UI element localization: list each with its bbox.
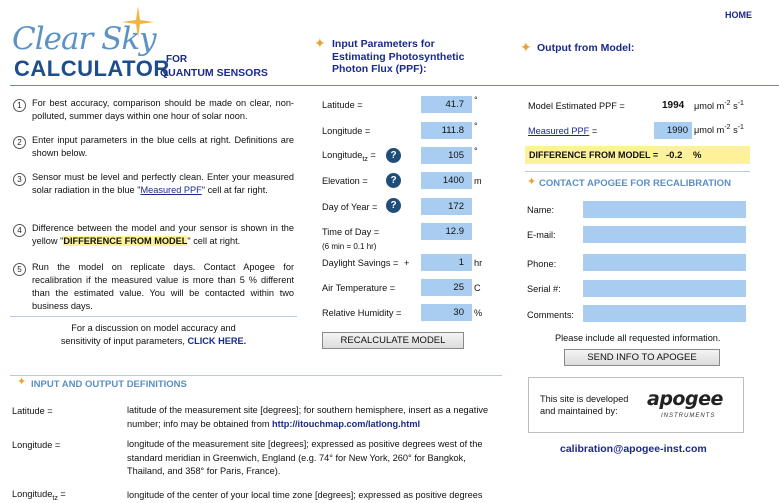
- instruction-5: Run the model on replicate days. Contact Apogee for recalibration if the measured value is more than 5 % different than the estimated value. You will be contacted within two business days.: [32, 262, 294, 311]
- time-of-day-label: Time of Day =: [322, 227, 380, 237]
- elevation-unit: m: [474, 176, 482, 186]
- logo[interactable]: [12, 14, 170, 81]
- recalculate-button[interactable]: RECALCULATE MODEL: [322, 332, 464, 349]
- longitude-label: Longitude =: [322, 126, 371, 136]
- contact-heading: CONTACT APOGEE FOR RECALIBRATION: [539, 178, 731, 189]
- def-latitude-term: Latitude =: [12, 406, 53, 416]
- relative-humidity-label: Relative Humidity =: [322, 308, 402, 318]
- step-number-1: 1: [13, 99, 26, 112]
- measured-ppf-label: Measured PPF =: [528, 126, 598, 136]
- calibration-email-link[interactable]: calibration@apogee-inst.com: [560, 443, 707, 455]
- measured-ppf-unit: μmol $m^{-2}$ $s^{-1}$: [694, 124, 744, 136]
- daylight-savings-input[interactable]: 1: [421, 254, 472, 271]
- latitude-label: Latitude =: [322, 100, 363, 110]
- def-longitude-term: Longitude =: [12, 440, 61, 450]
- comments-label: Comments:: [527, 310, 574, 320]
- measured-ppf-link[interactable]: Measured PPF: [140, 185, 202, 195]
- contact-note: Please include all requested information.: [555, 333, 721, 343]
- serial-field[interactable]: [583, 280, 746, 297]
- help-icon[interactable]: ?: [386, 198, 401, 213]
- elevation-label: Elevation =: [322, 176, 368, 186]
- model-ppf-unit: μmol $m^{-2}$ $s^{-1}$: [694, 100, 744, 112]
- for-label: FOR: [166, 54, 188, 65]
- air-temperature-label: Air Temperature =: [322, 283, 396, 293]
- click-here-link[interactable]: CLICK HERE.: [187, 336, 247, 346]
- difference-label: DIFFERENCE FROM MODEL =: [529, 150, 659, 160]
- def-longitude-tz-text: longitude of the center of your local time zone [degrees]; expressed as positive degrees: [127, 490, 483, 500]
- name-label: Name:: [527, 205, 555, 215]
- def-longitude-tz-term: Longitude$_{tz}$ =: [12, 489, 66, 502]
- itouchmap-link[interactable]: http://itouchmap.com/latlong.html: [272, 418, 421, 429]
- definitions-heading: INPUT AND OUTPUT DEFINITIONS: [31, 379, 187, 390]
- daylight-savings-unit: hr: [474, 258, 483, 268]
- step-number-2: 2: [13, 136, 26, 149]
- help-icon[interactable]: ?: [386, 173, 401, 188]
- star-icon: ✦: [17, 376, 27, 388]
- apogee-wordmark: apogee: [647, 388, 723, 410]
- star-icon: ✦: [527, 176, 537, 188]
- help-icon[interactable]: ?: [386, 148, 401, 163]
- relative-humidity-input[interactable]: 30: [421, 304, 472, 321]
- output-heading: Output from Model:: [537, 42, 635, 54]
- latitude-input[interactable]: 41.7: [421, 96, 472, 113]
- step-number-5: 5: [13, 263, 26, 276]
- instruction-4: Difference between the model and your sensor is shown in the yellow "DIFFERENCE FROM MODEL" cell at right.: [32, 223, 294, 246]
- email-field[interactable]: [583, 226, 746, 243]
- header-divider: [10, 85, 779, 86]
- elevation-input[interactable]: 1400: [421, 172, 472, 189]
- instruction-1: For best accuracy, comparison should be made on clear, non-polluted, summer days within one hour of solar noon.: [32, 98, 294, 121]
- time-of-day-input[interactable]: 12.9: [421, 223, 472, 240]
- measured-ppf-label-link[interactable]: Measured PPF: [528, 126, 590, 136]
- definitions-divider: [10, 375, 502, 376]
- day-of-year-label: Day of Year =: [322, 202, 378, 212]
- model-ppf-value: 1994: [662, 100, 685, 111]
- send-info-button[interactable]: SEND INFO TO APOGEE: [564, 349, 720, 366]
- longitude-unit: °: [474, 121, 478, 131]
- day-of-year-input[interactable]: 172: [421, 198, 472, 215]
- discussion-text: For a discussion on model accuracy and sensitivity of input parameters, CLICK HERE.: [60, 323, 247, 346]
- phone-label: Phone:: [527, 259, 557, 269]
- discussion-divider: [10, 316, 297, 317]
- name-field[interactable]: [583, 201, 746, 218]
- instruction-2: Enter input parameters in the blue cells at right. Definitions are shown below.: [32, 135, 294, 158]
- longitude-tz-label: Longitude$_{tz}$ =: [322, 150, 376, 163]
- model-ppf-label: Model Estimated PPF =: [528, 101, 625, 111]
- daylight-savings-label: Daylight Savings =: [322, 258, 399, 268]
- contact-divider: [525, 171, 750, 172]
- difference-value: -0.2: [666, 150, 683, 161]
- longitude-tz-unit: °: [474, 146, 478, 156]
- step-number-4: 4: [13, 224, 26, 237]
- page-subtitle: QUANTUM SENSORS: [160, 67, 268, 79]
- daylight-savings-sign: +: [404, 258, 410, 268]
- difference-unit: %: [693, 150, 702, 161]
- star-icon: ✦: [314, 35, 326, 51]
- comments-field[interactable]: [583, 305, 746, 322]
- relative-humidity-unit: %: [474, 308, 483, 318]
- logo-line1: Clear Sky: [12, 21, 156, 57]
- def-latitude-text: latitude of the measurement site [degrees]; for southern hemisphere, insert as a negative number; info may be obtained from http://itouchmap.com/latlong.html: [127, 405, 489, 429]
- time-of-day-sublabel: (6 min = 0.1 hr): [322, 242, 377, 251]
- step-number-3: 3: [13, 173, 26, 186]
- email-label: E-mail:: [527, 230, 556, 240]
- latitude-unit: °: [474, 95, 478, 105]
- air-temperature-input[interactable]: 25: [421, 279, 472, 296]
- longitude-input[interactable]: 111.8: [421, 122, 472, 139]
- phone-field[interactable]: [583, 254, 746, 271]
- air-temperature-unit: C: [474, 283, 481, 293]
- star-icon: ✦: [520, 39, 532, 55]
- input-heading: Input Parameters for Estimating Photosynthetic Photon Flux (PPF):: [332, 38, 465, 76]
- developer-text: This site is developed and maintained by:: [540, 394, 629, 416]
- measured-ppf-input[interactable]: 1990: [654, 122, 692, 139]
- highlight-text: DIFFERENCE FROM MODEL: [63, 236, 188, 246]
- apogee-logo[interactable]: [647, 388, 737, 424]
- longitude-tz-input[interactable]: 105: [421, 147, 472, 164]
- serial-label: Serial #:: [527, 284, 561, 294]
- apogee-subtext: INSTRUMENTS: [661, 413, 716, 419]
- home-link[interactable]: HOME: [725, 10, 752, 20]
- instruction-3: Sensor must be level and perfectly clean. Enter your measured solar radiation in the blue "Measured PPF" cell at far right.: [32, 172, 294, 195]
- def-longitude-text: longitude of the measurement site [degrees]; expressed as positive degrees west of the standard meridian in Greenwich, England (e.g. 74° for New York, 260° for Bangkok, Thailand, and 358° for Paris, France).: [127, 439, 483, 476]
- logo-line2: CALCULATOR: [14, 56, 170, 81]
